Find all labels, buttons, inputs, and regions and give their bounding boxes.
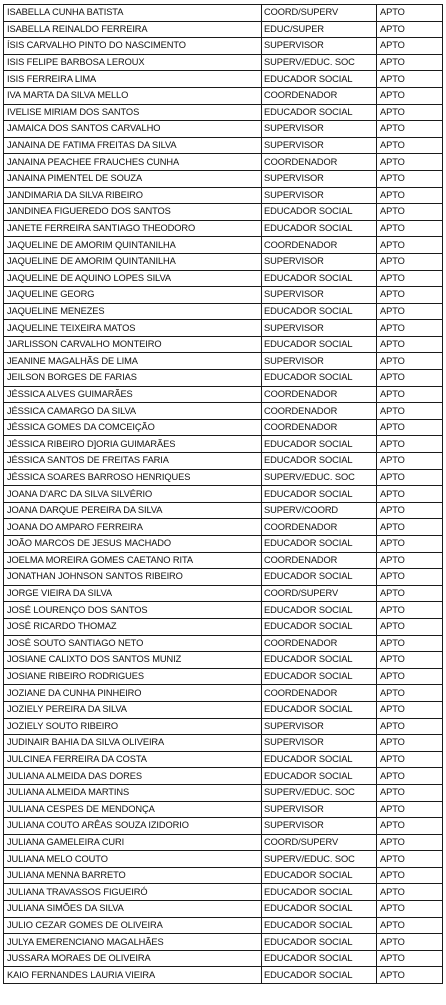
role-cell: SUPERVISOR <box>262 735 377 752</box>
table-row <box>4 635 443 652</box>
person-name-cell: JOZIELY SOUTO RIBEIRO <box>4 718 262 735</box>
roster-document <box>3 4 442 984</box>
role-cell: SUPERVISOR <box>262 718 377 735</box>
status-cell: APTO <box>377 204 443 221</box>
person-name-cell: JÉSSICA RIBEIRO D]ORIA GUIMARÃES <box>4 436 262 453</box>
person-name-cell: JAQUELINE DE AMORIM QUINTANILHA <box>4 253 262 270</box>
role-cell: EDUCADOR SOCIAL <box>262 884 377 901</box>
role-cell: EDUCADOR SOCIAL <box>262 204 377 221</box>
status-cell: APTO <box>377 652 443 669</box>
person-name-cell: IVELISE MIRIAM DOS SANTOS <box>4 104 262 121</box>
table-row <box>4 469 443 486</box>
role-cell: SUPERV/EDUC. SOC <box>262 784 377 801</box>
status-cell: APTO <box>377 21 443 38</box>
person-name-cell: JULIANA SIMÕES DA SILVA <box>4 901 262 918</box>
status-cell: APTO <box>377 353 443 370</box>
table-row <box>4 801 443 818</box>
status-cell: APTO <box>377 253 443 270</box>
table-row <box>4 718 443 735</box>
role-cell: SUPERVISOR <box>262 801 377 818</box>
person-name-cell: JEILSON BORGES DE FARIAS <box>4 370 262 387</box>
table-row <box>4 652 443 669</box>
person-name-cell: JANDIMARIA DA SILVA RIBEIRO <box>4 187 262 204</box>
table-row <box>4 602 443 619</box>
person-name-cell: JULIANA GAMELEIRA CURI <box>4 834 262 851</box>
table-row <box>4 336 443 353</box>
status-cell: APTO <box>377 934 443 951</box>
table-row <box>4 967 443 984</box>
role-cell: EDUCADOR SOCIAL <box>262 934 377 951</box>
status-cell: APTO <box>377 403 443 420</box>
status-cell: APTO <box>377 287 443 304</box>
table-row <box>4 204 443 221</box>
role-cell: COORD/SUPERV <box>262 834 377 851</box>
table-row <box>4 536 443 553</box>
role-cell: COORDENADOR <box>262 403 377 420</box>
status-cell: APTO <box>377 851 443 868</box>
role-cell: EDUCADOR SOCIAL <box>262 220 377 237</box>
person-name-cell: JULIO CEZAR GOMES DE OLIVEIRA <box>4 917 262 934</box>
person-name-cell: JULYA EMERENCIANO MAGALHÃES <box>4 934 262 951</box>
person-name-cell: JULIANA MELO COUTO <box>4 851 262 868</box>
status-cell: APTO <box>377 718 443 735</box>
person-name-cell: JOSÉ RICARDO THOMAZ <box>4 618 262 635</box>
role-cell: EDUCADOR SOCIAL <box>262 967 377 984</box>
status-cell: APTO <box>377 187 443 204</box>
role-cell: COORD/SUPERV <box>262 585 377 602</box>
status-cell: APTO <box>377 453 443 470</box>
role-cell: SUPERVISOR <box>262 137 377 154</box>
status-cell: APTO <box>377 834 443 851</box>
table-row <box>4 768 443 785</box>
person-name-cell: KAIO FERNANDES LAURIA VIEIRA <box>4 967 262 984</box>
table-row <box>4 618 443 635</box>
table-row <box>4 453 443 470</box>
role-cell: EDUCADOR SOCIAL <box>262 618 377 635</box>
person-name-cell: ISIS FERREIRA LIMA <box>4 71 262 88</box>
table-row <box>4 818 443 835</box>
table-row <box>4 486 443 503</box>
person-name-cell: JOSIANE CALIXTO DOS SANTOS MUNIZ <box>4 652 262 669</box>
role-cell: EDUCADOR SOCIAL <box>262 701 377 718</box>
person-name-cell: JONATHAN JOHNSON SANTOS RIBEIRO <box>4 569 262 586</box>
status-cell: APTO <box>377 320 443 337</box>
role-cell: EDUCADOR SOCIAL <box>262 370 377 387</box>
person-name-cell: JOELMA MOREIRA GOMES CAETANO RITA <box>4 552 262 569</box>
status-cell: APTO <box>377 54 443 71</box>
person-name-cell: JULIANA CESPES DE MENDONÇA <box>4 801 262 818</box>
status-cell: APTO <box>377 917 443 934</box>
person-name-cell: ÍSIS CARVALHO PINTO DO NASCIMENTO <box>4 38 262 55</box>
table-row <box>4 735 443 752</box>
person-name-cell: JÉSSICA SANTOS DE FREITAS FARIA <box>4 453 262 470</box>
table-row <box>4 303 443 320</box>
table-row <box>4 552 443 569</box>
role-cell: COORDENADOR <box>262 635 377 652</box>
table-row <box>4 187 443 204</box>
roster-table <box>3 4 443 984</box>
table-row <box>4 54 443 71</box>
table-row <box>4 87 443 104</box>
table-row <box>4 38 443 55</box>
status-cell: APTO <box>377 121 443 138</box>
table-row <box>4 884 443 901</box>
person-name-cell: JOANA DO AMPARO FERREIRA <box>4 519 262 536</box>
status-cell: APTO <box>377 237 443 254</box>
person-name-cell: JAMAICA DOS SANTOS CARVALHO <box>4 121 262 138</box>
status-cell: APTO <box>377 170 443 187</box>
person-name-cell: JOÃO MARCOS DE JESUS MACHADO <box>4 536 262 553</box>
table-row <box>4 751 443 768</box>
role-cell: COORDENADOR <box>262 519 377 536</box>
table-row <box>4 585 443 602</box>
role-cell: EDUCADOR SOCIAL <box>262 901 377 918</box>
role-cell: EDUCADOR SOCIAL <box>262 270 377 287</box>
role-cell: EDUCADOR SOCIAL <box>262 768 377 785</box>
table-row <box>4 950 443 967</box>
person-name-cell: JAQUELINE DE AMORIM QUINTANILHA <box>4 237 262 254</box>
role-cell: SUPERV/COORD <box>262 502 377 519</box>
role-cell: COORDENADOR <box>262 87 377 104</box>
person-name-cell: JOZIANE DA CUNHA PINHEIRO <box>4 685 262 702</box>
status-cell: APTO <box>377 901 443 918</box>
person-name-cell: JULCINEA FERREIRA DA COSTA <box>4 751 262 768</box>
table-row <box>4 403 443 420</box>
person-name-cell: ISIS FELIPE BARBOSA LEROUX <box>4 54 262 71</box>
table-row <box>4 519 443 536</box>
role-cell: SUPERV/EDUC. SOC <box>262 469 377 486</box>
table-row <box>4 270 443 287</box>
role-cell: EDUCADOR SOCIAL <box>262 652 377 669</box>
table-row <box>4 220 443 237</box>
person-name-cell: JANAINA PIMENTEL DE SOUZA <box>4 170 262 187</box>
person-name-cell: ISABELLA REINALDO FERREIRA <box>4 21 262 38</box>
person-name-cell: JULIANA ALMEIDA MARTINS <box>4 784 262 801</box>
role-cell: COORDENADOR <box>262 685 377 702</box>
person-name-cell: JUSSARA MORAES DE OLIVEIRA <box>4 950 262 967</box>
role-cell: SUPERVISOR <box>262 170 377 187</box>
role-cell: SUPERVISOR <box>262 320 377 337</box>
role-cell: EDUCADOR SOCIAL <box>262 303 377 320</box>
table-row <box>4 253 443 270</box>
table-row <box>4 569 443 586</box>
status-cell: APTO <box>377 585 443 602</box>
status-cell: APTO <box>377 618 443 635</box>
person-name-cell: JOANA DARQUE PEREIRA DA SILVA <box>4 502 262 519</box>
role-cell: EDUCADOR SOCIAL <box>262 917 377 934</box>
status-cell: APTO <box>377 336 443 353</box>
role-cell: EDUCADOR SOCIAL <box>262 104 377 121</box>
roster-table-body <box>4 5 443 984</box>
status-cell: APTO <box>377 818 443 835</box>
person-name-cell: IVA MARTA DA SILVA MELLO <box>4 87 262 104</box>
status-cell: APTO <box>377 735 443 752</box>
table-row <box>4 685 443 702</box>
person-name-cell: JÉSSICA ALVES GUIMARÃES <box>4 386 262 403</box>
role-cell: SUPERV/EDUC. SOC <box>262 851 377 868</box>
person-name-cell: JAQUELINE GEORG <box>4 287 262 304</box>
status-cell: APTO <box>377 519 443 536</box>
table-row <box>4 436 443 453</box>
person-name-cell: JULIANA MENNA BARRETO <box>4 867 262 884</box>
table-row <box>4 237 443 254</box>
table-row <box>4 784 443 801</box>
status-cell: APTO <box>377 552 443 569</box>
table-row <box>4 121 443 138</box>
person-name-cell: JULIANA ALMEIDA DAS DORES <box>4 768 262 785</box>
person-name-cell: JAQUELINE MENEZES <box>4 303 262 320</box>
status-cell: APTO <box>377 668 443 685</box>
role-cell: SUPERVISOR <box>262 253 377 270</box>
table-row <box>4 5 443 22</box>
table-row <box>4 71 443 88</box>
table-row <box>4 934 443 951</box>
table-row <box>4 154 443 171</box>
table-row <box>4 701 443 718</box>
role-cell: COORDENADOR <box>262 154 377 171</box>
person-name-cell: JORGE VIEIRA DA SILVA <box>4 585 262 602</box>
status-cell: APTO <box>377 5 443 22</box>
status-cell: APTO <box>377 220 443 237</box>
person-name-cell: JUDINAIR BAHIA DA SILVA OLIVEIRA <box>4 735 262 752</box>
person-name-cell: JARLISSON CARVALHO MONTEIRO <box>4 336 262 353</box>
table-row <box>4 419 443 436</box>
status-cell: APTO <box>377 967 443 984</box>
status-cell: APTO <box>377 137 443 154</box>
role-cell: EDUCADOR SOCIAL <box>262 336 377 353</box>
table-row <box>4 370 443 387</box>
status-cell: APTO <box>377 635 443 652</box>
status-cell: APTO <box>377 751 443 768</box>
status-cell: APTO <box>377 386 443 403</box>
status-cell: APTO <box>377 370 443 387</box>
role-cell: SUPERVISOR <box>262 187 377 204</box>
status-cell: APTO <box>377 801 443 818</box>
table-row <box>4 386 443 403</box>
status-cell: APTO <box>377 154 443 171</box>
table-row <box>4 851 443 868</box>
table-row <box>4 353 443 370</box>
role-cell: EDUCADOR SOCIAL <box>262 602 377 619</box>
person-name-cell: JAQUELINE TEIXEIRA MATOS <box>4 320 262 337</box>
role-cell: EDUCADOR SOCIAL <box>262 436 377 453</box>
table-row <box>4 287 443 304</box>
status-cell: APTO <box>377 419 443 436</box>
role-cell: COORDENADOR <box>262 237 377 254</box>
role-cell: SUPERV/EDUC. SOC <box>262 54 377 71</box>
table-row <box>4 104 443 121</box>
role-cell: COORDENADOR <box>262 419 377 436</box>
status-cell: APTO <box>377 270 443 287</box>
person-name-cell: ISABELLA CUNHA BATISTA <box>4 5 262 22</box>
role-cell: EDUCADOR SOCIAL <box>262 71 377 88</box>
table-row <box>4 867 443 884</box>
status-cell: APTO <box>377 486 443 503</box>
table-row <box>4 917 443 934</box>
role-cell: SUPERVISOR <box>262 353 377 370</box>
person-name-cell: JOANA D'ARC DA SILVA SILVÉRIO <box>4 486 262 503</box>
table-row <box>4 137 443 154</box>
person-name-cell: JÉSSICA SOARES BARROSO HENRIQUES <box>4 469 262 486</box>
status-cell: APTO <box>377 536 443 553</box>
person-name-cell: JANAINA DE FATIMA FREITAS DA SILVA <box>4 137 262 154</box>
table-row <box>4 668 443 685</box>
role-cell: EDUCADOR SOCIAL <box>262 867 377 884</box>
role-cell: EDUCADOR SOCIAL <box>262 950 377 967</box>
role-cell: COORDENADOR <box>262 386 377 403</box>
table-row <box>4 834 443 851</box>
role-cell: EDUCADOR SOCIAL <box>262 668 377 685</box>
role-cell: SUPERVISOR <box>262 121 377 138</box>
status-cell: APTO <box>377 950 443 967</box>
table-row <box>4 170 443 187</box>
status-cell: APTO <box>377 701 443 718</box>
status-cell: APTO <box>377 303 443 320</box>
role-cell: COORD/SUPERV <box>262 5 377 22</box>
role-cell: EDUCADOR SOCIAL <box>262 751 377 768</box>
status-cell: APTO <box>377 469 443 486</box>
role-cell: EDUCADOR SOCIAL <box>262 569 377 586</box>
status-cell: APTO <box>377 768 443 785</box>
person-name-cell: JÉSSICA CAMARGO DA SILVA <box>4 403 262 420</box>
status-cell: APTO <box>377 436 443 453</box>
status-cell: APTO <box>377 87 443 104</box>
role-cell: EDUCADOR SOCIAL <box>262 536 377 553</box>
person-name-cell: JANDINEA FIGUEREDO DOS SANTOS <box>4 204 262 221</box>
person-name-cell: JULIANA COUTO ARÊAS SOUZA IZIDORIO <box>4 818 262 835</box>
person-name-cell: JOZIELY PEREIRA DA SILVA <box>4 701 262 718</box>
status-cell: APTO <box>377 104 443 121</box>
role-cell: COORDENADOR <box>262 552 377 569</box>
status-cell: APTO <box>377 685 443 702</box>
person-name-cell: JANETE FERREIRA SANTIAGO THEODORO <box>4 220 262 237</box>
person-name-cell: JEANINE MAGALHÃS DE LIMA <box>4 353 262 370</box>
table-row <box>4 21 443 38</box>
status-cell: APTO <box>377 867 443 884</box>
role-cell: EDUCADOR SOCIAL <box>262 486 377 503</box>
status-cell: APTO <box>377 569 443 586</box>
role-cell: SUPERVISOR <box>262 38 377 55</box>
person-name-cell: JAQUELINE DE AQUINO LOPES SILVA <box>4 270 262 287</box>
person-name-cell: JOSÉ SOUTO SANTIAGO NETO <box>4 635 262 652</box>
table-row <box>4 502 443 519</box>
status-cell: APTO <box>377 38 443 55</box>
status-cell: APTO <box>377 784 443 801</box>
person-name-cell: JOSIANE RIBEIRO RODRIGUES <box>4 668 262 685</box>
role-cell: EDUC/SUPER <box>262 21 377 38</box>
role-cell: SUPERVISOR <box>262 287 377 304</box>
person-name-cell: JÉSSICA GOMES DA COMCEIÇÃO <box>4 419 262 436</box>
person-name-cell: JOSÉ LOURENÇO DOS SANTOS <box>4 602 262 619</box>
status-cell: APTO <box>377 502 443 519</box>
status-cell: APTO <box>377 602 443 619</box>
table-row <box>4 320 443 337</box>
status-cell: APTO <box>377 71 443 88</box>
role-cell: SUPERVISOR <box>262 818 377 835</box>
table-row <box>4 901 443 918</box>
person-name-cell: JANAINA PEACHEE FRAUCHES CUNHA <box>4 154 262 171</box>
status-cell: APTO <box>377 884 443 901</box>
person-name-cell: JULIANA TRAVASSOS FIGUEIRÓ <box>4 884 262 901</box>
role-cell: EDUCADOR SOCIAL <box>262 453 377 470</box>
